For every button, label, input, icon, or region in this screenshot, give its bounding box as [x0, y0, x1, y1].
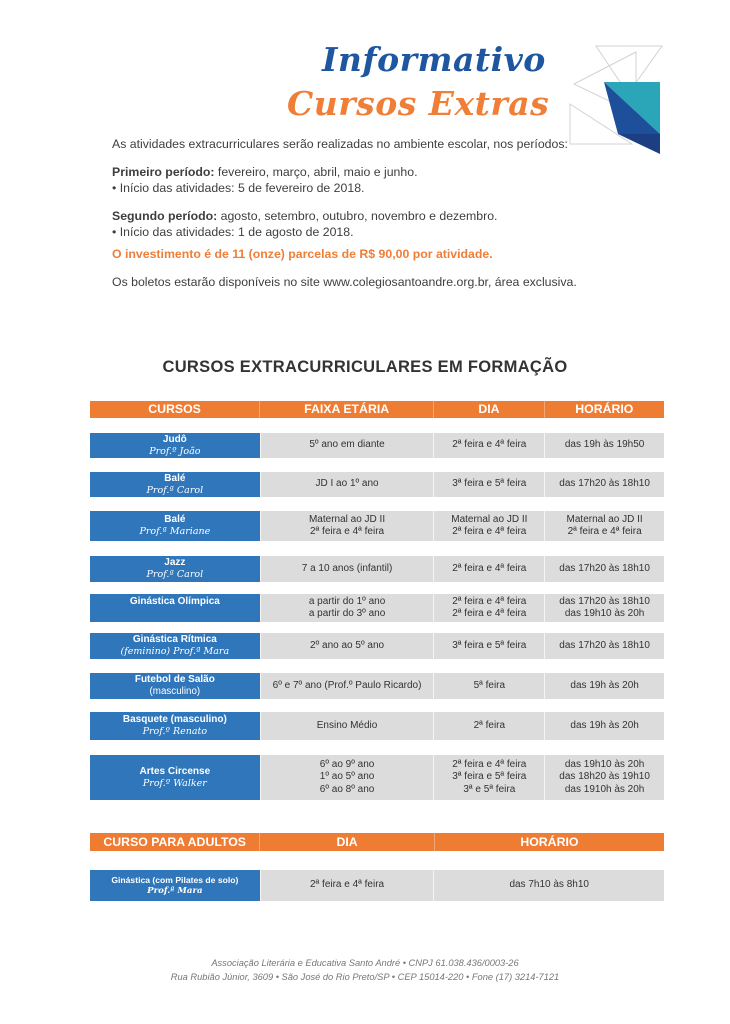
- age-value: 6º ao 8º ano: [319, 783, 375, 795]
- title-cursos-extras: Cursos Extras: [287, 84, 550, 123]
- day-cell: [433, 556, 544, 582]
- intro-line: As atividades extracurriculares serão realizadas no ambiente escolar, nos períodos:: [112, 137, 568, 151]
- first-period: [112, 164, 632, 180]
- course-cell: [90, 755, 260, 800]
- time-cell: [433, 870, 664, 901]
- age-cell: [260, 594, 434, 622]
- age-value: 5º ano em diante: [309, 439, 385, 451]
- course-name: Jazz: [164, 557, 186, 568]
- table-row: [90, 556, 664, 582]
- course-teacher: Prof.º Renato: [142, 726, 208, 737]
- day-cell: [260, 870, 434, 901]
- section-title: CURSOS EXTRACURRICULARES EM FORMAÇÃO: [162, 358, 568, 376]
- day-cell: [433, 472, 544, 497]
- time-cell: [544, 755, 664, 800]
- day-value: 3ª feira e 5ª feira: [452, 771, 527, 783]
- age-cell: [260, 511, 434, 541]
- age-value: Maternal ao JD II: [308, 513, 386, 525]
- time-value: das 19h às 19h50: [564, 439, 645, 451]
- age-cell: [260, 556, 434, 582]
- course-cell: [90, 594, 260, 622]
- day-cell: [433, 633, 544, 659]
- header-curso-adultos: CURSO PARA ADULTOS: [103, 835, 246, 849]
- day-value: 2ª feira e 4ª feira: [310, 879, 385, 891]
- day-value: 2ª feira e 4ª feira: [452, 562, 527, 574]
- day-value: 3ª feira e 5ª feira: [452, 639, 527, 651]
- time-value: das 18h20 às 19h10: [559, 771, 650, 783]
- day-cell: [433, 511, 544, 541]
- time-value: das 7h10 às 8h10: [509, 879, 589, 891]
- second-period-months: agosto, setembro, outubro, novembro e dezembro.: [217, 209, 498, 223]
- day-value: 2ª feira: [473, 719, 506, 731]
- time-value: das 19h10 às 20h: [564, 608, 645, 619]
- table-row: [90, 755, 664, 800]
- title-informativo: Informativo: [322, 40, 546, 79]
- day-cell: [433, 433, 544, 458]
- course-cell: [90, 633, 260, 659]
- time-value: das 19h às 20h: [570, 679, 639, 691]
- course-teacher: Prof.º Walker: [142, 777, 207, 789]
- day-cell: [433, 755, 544, 800]
- course-name: Futebol de Salão: [134, 674, 215, 685]
- first-period-start: • Início das atividades: 5 de fevereiro de 2018.: [112, 181, 365, 195]
- time-cell: [544, 556, 664, 582]
- time-cell: [544, 673, 664, 699]
- table-row: [90, 712, 664, 740]
- age-value: a partir do 1º ano: [308, 595, 386, 607]
- course-cell: [90, 556, 260, 582]
- footer: [0, 956, 730, 984]
- age-cell: [260, 755, 434, 800]
- time-value: das 17h20 às 18h10: [559, 562, 650, 574]
- age-cell: [260, 633, 434, 659]
- time-cell: [544, 472, 664, 497]
- course-name: Artes Circense: [139, 765, 211, 777]
- table-row: [90, 870, 664, 901]
- course-cell: [90, 511, 260, 541]
- header-cursos: CURSOS: [148, 402, 201, 416]
- day-cell: [433, 712, 544, 740]
- second-period-start: • Início das atividades: 1 de agosto de 2018.: [112, 225, 354, 239]
- header-faixa-etaria: FAIXA ETÁRIA: [259, 401, 433, 418]
- course-name: Ginástica (com Pilates de solo): [111, 874, 239, 885]
- age-cell: [260, 472, 434, 497]
- footer-line: Rua Rubião Júnior, 3609 • São José do Rio Preto/SP • CEP 15014-220 • Fone (17) 3214-7121: [170, 972, 560, 982]
- table-row: [90, 511, 664, 541]
- header-dia: DIA: [259, 833, 433, 851]
- course-teacher: Prof.ª Carol: [146, 569, 204, 580]
- course-name: Ginástica Olímpica: [129, 596, 220, 607]
- day-cell: [433, 594, 544, 622]
- day-value: 3ª feira e 5ª feira: [452, 478, 527, 490]
- boletos-note: Os boletos estarão disponíveis no site www.colegiosantoandre.org.br, área exclusiva.: [112, 275, 577, 289]
- day-value: 2ª feira e 4ª feira: [452, 608, 527, 619]
- first-period-label: Primeiro período:: [112, 165, 215, 179]
- age-cell: [260, 673, 434, 699]
- course-teacher: (feminino) Prof.ª Mara: [120, 646, 230, 657]
- table-row: [90, 472, 664, 497]
- day-value: 5ª feira: [473, 679, 506, 691]
- day-value: 2ª feira e 4ª feira: [452, 526, 527, 537]
- day-value: 3ª e 5ª feira: [463, 783, 516, 795]
- time-cell: [544, 511, 664, 541]
- day-value: 2ª feira e 4ª feira: [452, 595, 527, 607]
- footer-line: Associação Literária e Educativa Santo André • CNPJ 61.038.436/0003-26: [211, 958, 519, 968]
- first-period-months: fevereiro, março, abril, maio e junho.: [214, 165, 418, 179]
- age-value: JD I ao 1º ano: [315, 478, 379, 490]
- age-value: 6º e 7º ano (Prof.º Paulo Ricardo): [272, 679, 422, 691]
- age-value: a partir do 3º ano: [308, 608, 386, 619]
- time-cell: [544, 594, 664, 622]
- course-cell: [90, 433, 260, 458]
- course-name: Balé: [164, 514, 186, 525]
- header-horario: HORÁRIO: [434, 833, 664, 851]
- time-value: das 19h10 às 20h: [564, 758, 645, 770]
- time-value: das 1910h às 20h: [564, 783, 645, 795]
- courses-table-header: [90, 401, 664, 418]
- day-cell: [433, 673, 544, 699]
- table-row: [90, 633, 664, 659]
- course-cell: [90, 870, 260, 901]
- time-value: das 17h20 às 18h10: [559, 478, 650, 490]
- courses-table: [90, 401, 664, 795]
- course-name: Basquete (masculino): [122, 714, 227, 725]
- time-cell: [544, 633, 664, 659]
- investment-note: O investimento é de 11 (onze) parcelas de R$ 90,00 por atividade.: [112, 247, 493, 261]
- age-value: 7 a 10 anos (infantil): [301, 562, 393, 574]
- course-teacher: Prof.ª Mara: [147, 885, 203, 896]
- time-cell: [544, 433, 664, 458]
- course-teacher: Prof.ª Mariane: [139, 526, 211, 537]
- course-cell: [90, 472, 260, 497]
- time-cell: [544, 712, 664, 740]
- course-cell: [90, 673, 260, 699]
- course-cell: [90, 712, 260, 740]
- second-period-label: Segundo período:: [112, 209, 218, 223]
- course-name: Ginástica Rítmica: [132, 634, 217, 645]
- time-value: das 17h20 às 18h10: [559, 639, 650, 651]
- day-value: 2ª feira e 4ª feira: [452, 758, 527, 770]
- adults-table: [90, 833, 664, 896]
- adults-table-header: [90, 833, 664, 851]
- second-period: [112, 208, 632, 224]
- age-value: 2º ano ao 5º ano: [310, 639, 385, 651]
- course-teacher: Prof.º João: [149, 445, 201, 457]
- table-row: [90, 433, 664, 458]
- course-teacher: (masculino): [149, 686, 201, 697]
- course-name: Judô: [162, 433, 187, 445]
- table-row: [90, 673, 664, 699]
- age-value: Ensino Médio: [316, 719, 378, 731]
- age-cell: [260, 433, 434, 458]
- header-dia: DIA: [433, 401, 543, 418]
- time-value: Maternal ao JD II: [566, 513, 643, 525]
- time-value: 2ª feira e 4ª feira: [567, 526, 642, 537]
- age-value: 2ª feira e 4ª feira: [310, 526, 385, 537]
- course-name: Balé: [164, 472, 186, 484]
- header-horario: HORÁRIO: [544, 401, 664, 418]
- day-value: Maternal ao JD II: [451, 513, 528, 525]
- time-value: das 17h20 às 18h10: [559, 595, 650, 607]
- table-row: [90, 594, 664, 622]
- age-value: 1º ao 5º ano: [319, 771, 375, 783]
- course-teacher: Prof.ª Carol: [146, 484, 204, 496]
- time-value: das 19h às 20h: [570, 719, 639, 731]
- intro-text: [112, 136, 632, 290]
- age-value: 6º ao 9º ano: [319, 758, 375, 770]
- day-value: 2ª feira e 4ª feira: [452, 439, 527, 451]
- age-cell: [260, 712, 434, 740]
